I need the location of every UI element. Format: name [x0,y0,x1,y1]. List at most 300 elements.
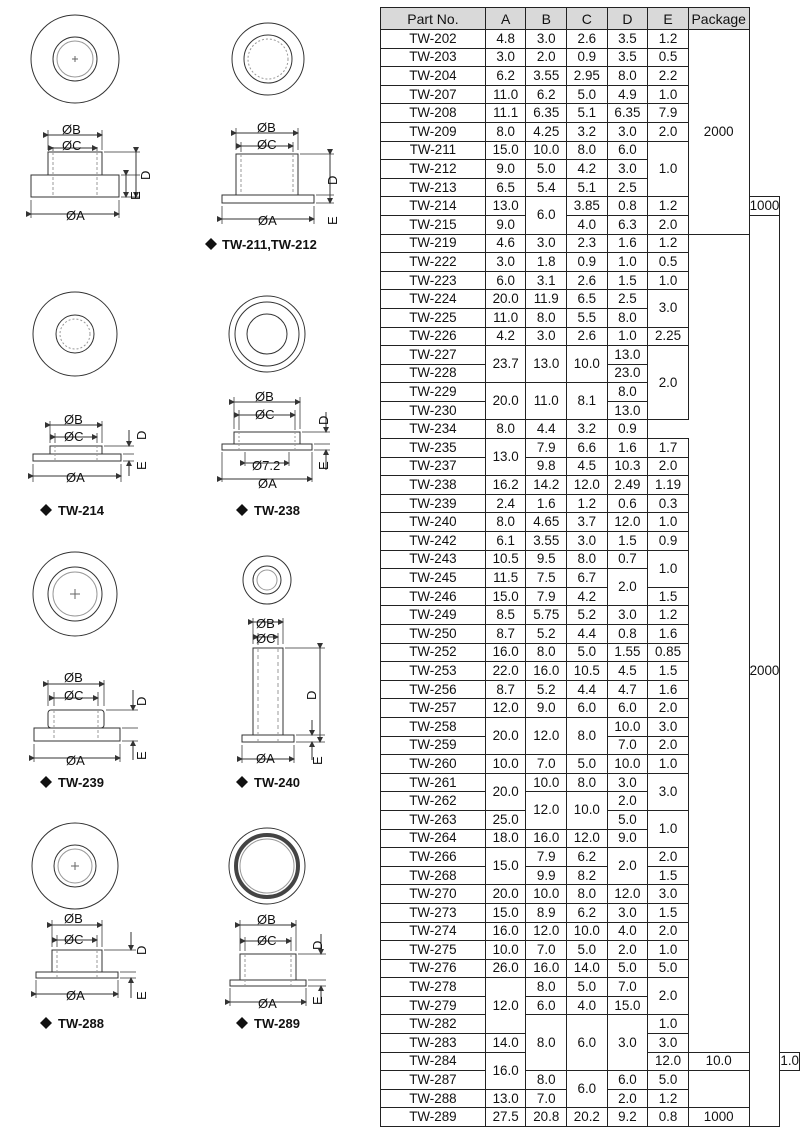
table-cell: 5.5 [567,308,608,327]
table-row [381,271,800,290]
table-cell: 1000 [749,197,780,216]
table-cell: 6.6 [567,439,608,458]
part-number-cell: TW-256 [381,680,486,699]
caption-tw-214: TW-214 [58,503,104,518]
table-cell: 23.7 [485,346,526,383]
table-cell: 6.0 [567,1071,608,1108]
table-cell: 11.0 [485,85,526,104]
table-cell: 7.9 [526,848,567,867]
part-number-cell: TW-260 [381,755,486,774]
part-number-cell: TW-202 [381,30,486,49]
svg-text:ØC: ØC [255,407,275,422]
table-cell: 4.2 [567,160,608,179]
table-cell: 16.2 [485,476,526,495]
table-cell: 5.0 [648,959,689,978]
table-cell: 4.0 [567,996,608,1015]
table-row [381,755,800,774]
table-cell: 3.0 [607,903,648,922]
table-cell: 3.0 [607,160,648,179]
table-cell: 11.9 [526,290,567,309]
table-cell: 20.0 [485,885,526,904]
table-cell: 5.0 [567,978,608,997]
table-row [381,290,800,309]
table-cell: 0.85 [648,643,689,662]
table-cell: 8.7 [485,625,526,644]
svg-text:ØB: ØB [257,912,276,927]
svg-text:ØB: ØB [257,120,276,135]
table-cell: 8.0 [485,513,526,532]
part-number-cell: TW-250 [381,625,486,644]
caption-tw-288: TW-288 [58,1016,104,1031]
part-number-cell: TW-276 [381,959,486,978]
table-cell: 5.1 [567,178,608,197]
table-cell: 2.49 [607,476,648,495]
part-number-cell: TW-207 [381,85,486,104]
part-number-cell: TW-274 [381,922,486,941]
table-cell: 12.0 [526,717,567,754]
table-row [381,383,800,402]
table-cell: 5.0 [607,959,648,978]
table-cell: 3.0 [607,122,648,141]
svg-text:D: D [134,696,149,706]
table-cell: 1.6 [607,439,648,458]
table-cell: 1.0 [648,85,689,104]
part-number-cell: TW-289 [381,1108,486,1127]
dim-7-2: Ø7.2 [252,458,281,473]
table-cell: 2000 [688,30,749,235]
table-cell: 12.0 [607,885,648,904]
part-number-cell: TW-258 [381,717,486,736]
table-cell: 16.0 [485,922,526,941]
table-cell: 23.0 [607,364,648,383]
table-cell: 12.0 [485,699,526,718]
svg-text:E: E [134,751,149,760]
table-cell: 6.2 [567,848,608,867]
header-part-no: Part No. [381,8,486,30]
dim-c: ØC [62,138,82,153]
table-cell: 26.0 [485,959,526,978]
table-cell: 1.0 [607,327,648,346]
table-cell: 7.0 [607,736,648,755]
svg-text:ØB: ØB [64,412,83,427]
table-cell: 10.0 [567,346,608,383]
part-number-cell: TW-237 [381,457,486,476]
table-cell: 2.0 [648,346,689,420]
table-cell: 5.75 [526,606,567,625]
table-cell: 3.5 [607,48,648,67]
table-cell: 10.0 [567,792,608,829]
table-cell: 20.2 [567,1108,608,1127]
header-package: Package [688,8,749,30]
table-cell: 1.8 [526,253,567,272]
table-cell: 9.2 [607,1108,648,1127]
table-cell: 1.5 [607,271,648,290]
part-number-cell: TW-266 [381,848,486,867]
table-cell: 3.0 [648,290,689,327]
table-cell: 3.0 [526,234,567,253]
part-number-cell: TW-227 [381,346,486,365]
figure-7 [32,823,149,1003]
table-cell: 4.4 [567,680,608,699]
caption-tw-289: TW-289 [254,1016,300,1031]
part-number-cell: TW-208 [381,104,486,123]
table-cell: 3.0 [648,717,689,736]
table-cell: 8.9 [526,903,567,922]
table-cell: 4.0 [607,922,648,941]
table-cell: 3.55 [526,67,567,86]
dim-a: ØA [66,208,85,223]
caption-tw-211-212: TW-211,TW-212 [222,237,317,252]
table-cell: 6.0 [607,1071,648,1090]
table-row [381,1071,800,1090]
table-row [381,643,800,662]
part-number-cell: TW-279 [381,996,486,1015]
table-cell: 10.5 [485,550,526,569]
table-cell: 14.0 [485,1034,526,1053]
part-number-cell: TW-242 [381,532,486,551]
svg-text:D: D [310,940,325,950]
table-cell: 11.1 [485,104,526,123]
table-cell: 20.0 [485,290,526,309]
table-cell: 9.0 [526,699,567,718]
table-cell: 3.0 [485,253,526,272]
part-number-cell: TW-239 [381,494,486,513]
table-cell: 22.0 [485,662,526,681]
table-cell: 2.0 [648,978,689,1015]
table-cell: 12.0 [607,513,648,532]
part-number-cell: TW-212 [381,160,486,179]
table-cell: 3.0 [526,327,567,346]
svg-text:ØB: ØB [255,389,274,404]
part-number-cell: TW-252 [381,643,486,662]
table-cell: 2.25 [648,327,689,346]
table-cell: 0.9 [567,48,608,67]
table-row [381,513,800,532]
table-cell: 13.0 [526,346,567,383]
table-row [381,773,800,792]
table-cell: 5.0 [567,755,608,774]
table-cell: 3.55 [526,532,567,551]
table-cell: 2.0 [648,457,689,476]
specs-table [380,7,800,1127]
table-cell: 5.0 [607,810,648,829]
table-cell: 2.0 [607,792,648,811]
table-cell: 10.0 [485,755,526,774]
table-cell: 4.2 [567,587,608,606]
table-cell: 9.0 [607,829,648,848]
table-cell: 6.0 [607,141,648,160]
table-cell: 2.0 [648,122,689,141]
table-cell: 10.0 [526,141,567,160]
table-cell: 13.0 [485,197,526,216]
table-cell: 3.7 [567,513,608,532]
part-number-cell: TW-243 [381,550,486,569]
table-cell: 8.0 [485,420,526,439]
table-cell: 1.2 [648,606,689,625]
drawings-panel [0,0,372,1129]
table-cell: 5.0 [567,643,608,662]
part-number-cell: TW-240 [381,513,486,532]
table-cell: 5.2 [567,606,608,625]
table-cell: 1.2 [648,1089,689,1108]
table-cell: 1.5 [648,662,689,681]
table-cell: 4.4 [526,420,567,439]
table-row [381,457,800,476]
table-cell: 5.0 [648,1071,689,1090]
table-cell: 8.0 [567,717,608,754]
part-number-cell: TW-253 [381,662,486,681]
table-cell: 15.0 [485,587,526,606]
table-cell: 11.0 [485,308,526,327]
table-cell: 4.8 [485,30,526,49]
table-cell: 2.0 [607,1089,648,1108]
header-c: C [567,8,608,30]
table-cell: 0.7 [607,550,648,569]
svg-text:D: D [134,430,149,440]
table-cell: 1.0 [648,271,689,290]
table-cell: 1.5 [648,866,689,885]
table-cell: 12.0 [485,978,526,1034]
svg-text:E: E [310,756,325,765]
table-row [381,606,800,625]
table-cell: 3.0 [607,606,648,625]
table-cell: 3.0 [526,30,567,49]
table-cell: 20.8 [526,1108,567,1127]
table-cell: 8.1 [567,383,608,420]
table-cell: 6.2 [485,67,526,86]
table-row [381,532,800,551]
flange-side [31,175,119,197]
table-cell: 3.0 [648,885,689,904]
table-cell: 8.0 [485,122,526,141]
table-cell: 6.7 [567,569,608,588]
table-row [381,866,800,885]
table-cell: 1.0 [648,941,689,960]
table-cell: 15.0 [485,848,526,885]
table-cell: 8.0 [607,67,648,86]
table-cell: 25.0 [485,810,526,829]
figure-2 [222,23,340,228]
part-number-cell: TW-287 [381,1071,486,1090]
table-cell: 2.6 [567,271,608,290]
part-number-cell: TW-282 [381,1015,486,1034]
table-row [381,587,800,606]
table-cell: 27.5 [485,1108,526,1127]
part-number-cell: TW-263 [381,810,486,829]
part-number-cell: TW-283 [381,1034,486,1053]
table-cell: 1.6 [648,680,689,699]
table-cell: 12.0 [567,829,608,848]
dim-d: D [138,170,153,180]
table-cell: 3.1 [526,271,567,290]
table-body [381,30,800,1127]
table-cell: 13.0 [485,1089,526,1108]
table-cell: 4.4 [567,625,608,644]
table-cell: 6.3 [607,215,648,234]
table-cell: 1.0 [648,810,689,847]
table-cell: 5.1 [567,104,608,123]
table-cell: 6.5 [485,178,526,197]
table-row [381,959,800,978]
table-row [381,625,800,644]
table-cell: 2.4 [485,494,526,513]
table-cell: 13.0 [485,439,526,476]
part-number-cell: TW-215 [381,215,486,234]
table-cell: 1.5 [607,532,648,551]
table-cell: 1.2 [567,494,608,513]
header-e: E [648,8,689,30]
figure-3 [33,292,149,485]
table-row [381,30,800,49]
part-number-cell: TW-230 [381,401,486,420]
table-cell: 5.4 [526,178,567,197]
table-cell: 9.5 [526,550,567,569]
table-row [381,1108,800,1127]
table-cell: 3.85 [567,197,608,216]
table-cell: 11.5 [485,569,526,588]
svg-text:ØB: ØB [64,911,83,926]
table-cell: 7.9 [526,439,567,458]
table-cell: 1.55 [607,643,648,662]
part-number-cell: TW-264 [381,829,486,848]
table-cell: 6.1 [485,532,526,551]
table-cell: 2.0 [648,922,689,941]
table-cell: 2.5 [607,290,648,309]
svg-text:ØA: ØA [66,470,85,485]
table-cell: 3.2 [567,420,608,439]
svg-text:D: D [134,945,149,955]
table-row [381,327,800,346]
table-cell: 15.0 [485,141,526,160]
table-cell: 12.0 [526,792,567,829]
header-a: A [485,8,526,30]
table-row [381,1015,800,1034]
table-cell: 2.95 [567,67,608,86]
table-cell: 3.0 [607,1015,648,1071]
part-number-cell: TW-278 [381,978,486,997]
table-cell: 2.0 [648,215,689,234]
table-row [381,996,800,1015]
part-number-cell: TW-222 [381,253,486,272]
table-cell: 4.7 [607,680,648,699]
table-cell: 11.0 [526,383,567,420]
table-row [381,234,800,253]
table-cell: 8.0 [607,383,648,402]
svg-text:D: D [325,175,340,185]
part-number-cell: TW-245 [381,569,486,588]
table-cell: 7.9 [648,104,689,123]
table-cell: 2.0 [648,699,689,718]
table-cell: 5.0 [567,85,608,104]
svg-text:ØC: ØC [64,688,84,703]
table-cell: 0.6 [607,494,648,513]
dim-b: ØB [62,122,81,137]
table-cell: 7.0 [526,1089,567,1108]
part-number-cell: TW-246 [381,587,486,606]
table-cell: 2.5 [607,178,648,197]
table-cell: 8.0 [567,885,608,904]
table-cell: 10.0 [607,755,648,774]
table-cell: 16.0 [485,643,526,662]
table-cell: 3.2 [567,122,608,141]
table-row [381,476,800,495]
part-number-cell: TW-273 [381,903,486,922]
table-cell: 6.0 [607,699,648,718]
svg-text:ØC: ØC [64,932,84,947]
table-cell: 16.0 [526,959,567,978]
table-cell: 6.2 [567,903,608,922]
table-row [381,550,800,569]
table-cell: 10.0 [526,773,567,792]
table-row [381,569,800,588]
table-cell: 8.0 [526,1071,567,1090]
table-cell: 1.0 [607,253,648,272]
table-cell: 6.0 [567,699,608,718]
table-cell: 1.0 [648,513,689,532]
table-cell: 8.0 [526,643,567,662]
table-cell: 4.25 [526,122,567,141]
table-cell: 4.6 [485,234,526,253]
table-cell: 10.0 [567,922,608,941]
table-cell: 1.0 [648,755,689,774]
table-cell: 5.2 [526,680,567,699]
table-cell: 1.6 [607,234,648,253]
table-cell: 4.5 [567,457,608,476]
part-number-cell: TW-223 [381,271,486,290]
svg-text:E: E [134,461,149,470]
table-cell: 2.0 [526,48,567,67]
table-row [381,792,800,811]
table-cell: 9.9 [526,866,567,885]
table-cell: 10.3 [607,457,648,476]
part-number-cell: TW-249 [381,606,486,625]
table-cell: 2000 [749,215,780,1126]
table-row [381,680,800,699]
table-cell: 5.0 [526,160,567,179]
table-cell: 10.0 [688,1052,749,1071]
part-number-cell: TW-211 [381,141,486,160]
table-cell: 10.0 [607,717,648,736]
table-row [381,494,800,513]
table-cell: 3.0 [607,773,648,792]
figure-4 [222,296,331,491]
table-cell: 1.0 [780,1052,800,1071]
table-cell: 12.0 [648,1052,689,1071]
table-cell: 7.5 [526,569,567,588]
table-cell: 3.0 [648,1034,689,1053]
table-cell: 1.5 [648,587,689,606]
table-cell: 20.0 [485,383,526,420]
table-cell: 0.8 [648,1108,689,1127]
caption-diamond [205,238,217,250]
table-cell: 6.0 [485,271,526,290]
part-number-cell: TW-224 [381,290,486,309]
table-cell: 2.3 [567,234,608,253]
svg-text:ØB: ØB [256,616,275,631]
part-number-cell: TW-228 [381,364,486,383]
table-cell: 6.0 [567,1015,608,1071]
table-cell: 16.0 [485,1052,526,1089]
svg-text:D: D [316,415,331,425]
table-cell: 5.2 [526,625,567,644]
table-row [381,978,800,997]
part-number-cell: TW-203 [381,48,486,67]
table-row [381,308,800,327]
table-cell: 6.5 [567,290,608,309]
table-cell: 8.0 [526,1015,567,1071]
part-number-cell: TW-219 [381,234,486,253]
table-cell: 16.0 [526,829,567,848]
